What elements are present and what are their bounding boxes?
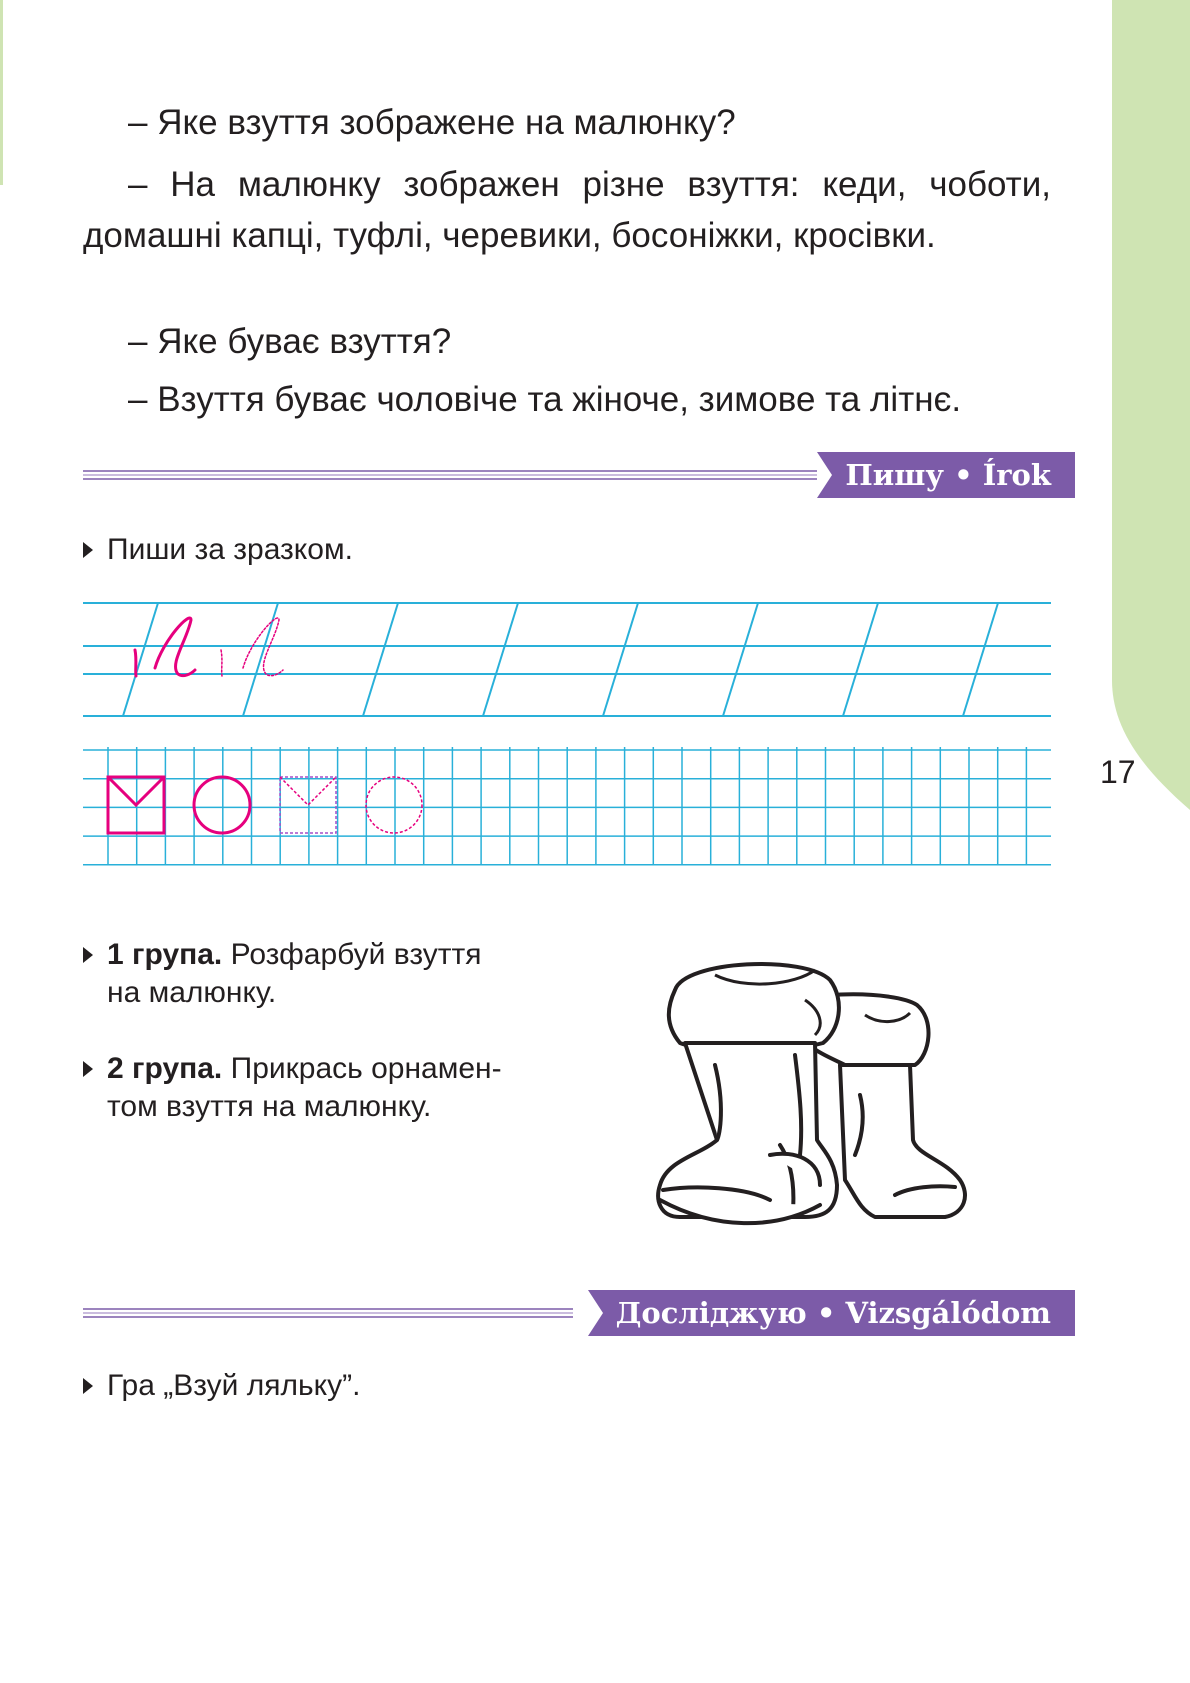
section-label-research: Досліджую • Vizsgálódom (588, 1290, 1075, 1336)
triangle-bullet-icon (83, 542, 93, 558)
section-header-write (83, 451, 1075, 499)
triangle-bullet-icon (83, 1378, 93, 1394)
game-task-text: Гра „Взуй ляльку”. (107, 1369, 361, 1402)
dialogue-line-2: – На малюнку зображен різне взуття: кеди, чоботи, домашні капці, туфлі, черевики, босоніжки, кросівки. (83, 165, 1051, 255)
group-task-text: Розфарбуй взуття (230, 938, 482, 971)
grid-lines (83, 747, 1051, 865)
triangle-bullet-icon (83, 947, 93, 963)
dialogue-line-4: – Взуття буває чоловіче та жіноче, зимове та літнє. (128, 380, 962, 419)
task-copy-instruction (83, 531, 353, 569)
group-task-1 (83, 936, 482, 1012)
felt-boots-illustration (655, 955, 995, 1255)
task-copy-text: Пиши за зразком. (107, 533, 353, 566)
section-label-write: Пишу • Írok (817, 452, 1075, 498)
dialogue-line-1: – Яке взуття зображене на малюнку? (128, 103, 736, 142)
section-header-research (83, 1289, 1075, 1337)
group-task-2 (83, 1050, 502, 1126)
page-number: 17 (1100, 754, 1136, 790)
group-task-text: Прикрась орнамен- (230, 1052, 502, 1085)
group-label: 2 група. (107, 1052, 223, 1085)
group-task-text-cont: том взуття на малюнку. (107, 1090, 432, 1123)
left-edge-mark (0, 0, 3, 185)
triangle-bullet-icon (83, 1061, 93, 1077)
group-task-text-cont: на малюнку. (107, 976, 277, 1009)
group-label: 1 група. (107, 938, 223, 971)
dialogue-line-3: – Яке буває взуття? (128, 322, 452, 361)
game-task (83, 1367, 360, 1405)
writing-lines (83, 600, 1051, 720)
side-tab-decoration (1112, 0, 1190, 810)
